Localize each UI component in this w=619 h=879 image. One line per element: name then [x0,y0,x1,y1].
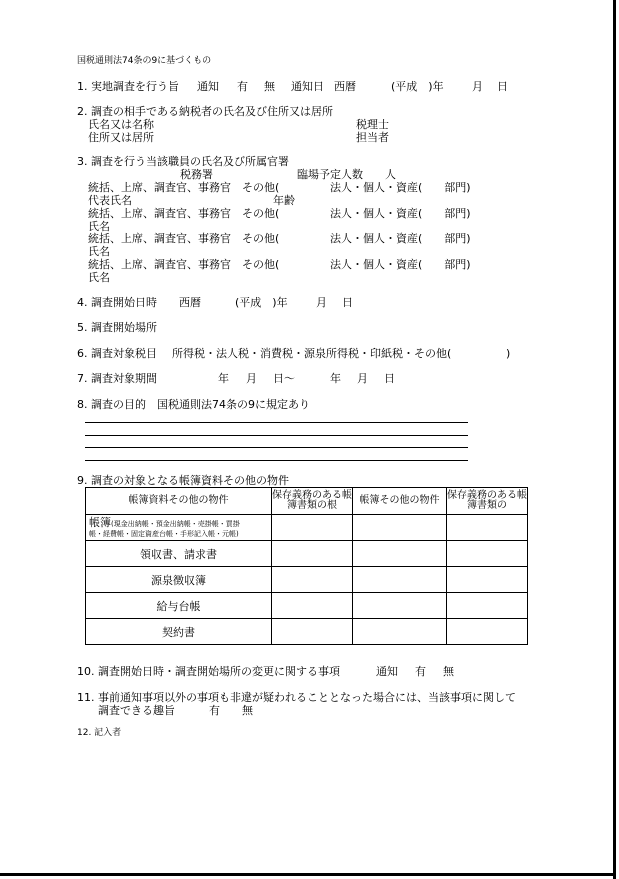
section-3-age: 年齢 [273,194,295,207]
table-cell[interactable] [272,515,353,541]
writing-line [85,447,468,448]
column-header: 保存義務のある帳簿書類の根 [272,488,353,515]
section-3-staff-name: 氏名 [88,245,110,258]
section-7-year: 年 [218,372,229,385]
ledger-note: (現金出納帳・預金出納帳・売掛帳・買掛 [111,519,240,528]
section-11-label: 11. 事前通知事項以外の事項も非違が疑われることとなった場合には、当該事項に関して [77,691,516,704]
section-3-category: 法人・個人・資産( 部門) [330,232,471,245]
row-label: 源泉徴収簿 [86,567,272,593]
section-2-name: 氏名又は名称 [88,118,154,131]
table-header-row [86,488,528,515]
section-3-rank: 統括、上席、調査官、事務官 その他( [88,181,280,194]
section-2-address: 住所又は居所 [88,131,154,144]
table-cell[interactable] [447,593,528,619]
table-row [86,567,528,593]
section-8-label: 8. 調査の目的 [77,398,146,411]
section-1-yes: 有 [237,80,248,93]
section-3-planned: 臨場予定人数 人 [297,168,396,181]
section-1-day: 日 [497,80,508,93]
section-7-month2: 月 [357,372,368,385]
table-cell[interactable] [272,593,353,619]
section-10-yes: 有 [415,665,426,678]
section-1-label: 1. 実地調査を行う旨 [77,80,179,93]
section-4-label: 4. 調査開始日時 [77,296,157,309]
table-cell[interactable] [353,593,447,619]
section-6-close: ) [506,347,511,360]
section-4-heisei: (平成 )年 [235,296,288,309]
table-row [86,593,528,619]
section-7-day2: 日 [384,372,395,385]
ledger-table [85,487,528,645]
section-11-label2: 調査できる趣旨 [98,704,175,717]
table-cell[interactable] [353,515,447,541]
table-cell[interactable] [272,619,353,645]
column-header: 帳簿資料その他の物件 [86,488,272,515]
section-3-rep: 代表氏名 [88,194,132,207]
row-label: 給与台帳 [86,593,272,619]
section-1-month: 月 [472,80,483,93]
table-cell[interactable] [353,541,447,567]
writing-line [85,435,468,436]
column-header: 保存義務のある帳簿書類の [447,488,528,515]
section-4-day: 日 [342,296,353,309]
section-10-notice: 通知 [376,665,398,678]
section-6-taxes: 所得税・法人税・消費税・源泉所得税・印紙税・その他( [172,347,452,360]
section-8-text: 国税通則法74条の9に規定あり [157,398,310,411]
section-11-yes: 有 [209,704,220,717]
table-cell[interactable] [272,541,353,567]
section-1-date-label: 通知日 [291,80,324,93]
section-7-month: 月 [246,372,257,385]
section-3-category: 法人・個人・資産( 部門) [330,207,471,220]
section-5-label: 5. 調査開始場所 [77,321,157,334]
section-2-tax-accountant: 税理士 [356,118,389,131]
section-7-label: 7. 調査対象期間 [77,372,157,385]
table-cell[interactable] [447,619,528,645]
table-cell[interactable] [272,567,353,593]
writing-line [85,422,468,423]
column-header: 帳簿その他の物件 [353,488,447,515]
section-1-no: 無 [264,80,275,93]
section-3-category: 法人・個人・資産( 部門) [330,181,471,194]
section-2-label: 2. 調査の相手である納税者の氏名及び住所又は居所 [77,105,333,118]
section-1-era: 西暦 [334,80,356,93]
table-cell[interactable] [447,567,528,593]
section-3-staff-name: 氏名 [88,271,110,284]
table-cell[interactable] [447,515,528,541]
table-cell[interactable] [353,567,447,593]
section-1-heisei: (平成 )年 [391,80,444,93]
section-3-category: 法人・個人・資産( 部門) [330,258,471,271]
table-row [86,541,528,567]
row-label: 領収書、請求書 [86,541,272,567]
section-3-office: 税務署 [180,168,213,181]
table-row [86,619,528,645]
section-6-label: 6. 調査対象税目 [77,347,157,360]
section-11-no: 無 [242,704,253,717]
section-4-month: 月 [316,296,327,309]
writing-line [85,460,468,461]
table-cell[interactable] [447,541,528,567]
table-row [86,515,528,541]
section-3-staff-name: 氏名 [88,220,110,233]
row-label: 契約書 [86,619,272,645]
page-bottom-border [0,873,616,876]
section-1-notice: 通知 [197,80,219,93]
ledger-title: 帳簿 [89,515,111,529]
section-10-label: 10. 調査開始日時・調査開始場所の変更に関する事項 [77,665,340,678]
section-3-rank: 統括、上席、調査官、事務官 その他( [88,232,280,245]
section-3-rank: 統括、上席、調査官、事務官 その他( [88,258,280,271]
section-9-label: 9. 調査の対象となる帳簿資料その他の物件 [77,474,289,487]
ledger-cell [86,515,272,541]
section-4-era: 西暦 [179,296,201,309]
document-header: 国税通則法74条の9に基づくもの [77,56,212,66]
page-right-border [613,0,616,879]
section-7-day-from: 日〜 [273,372,295,385]
section-2-person-in-charge: 担当者 [356,131,389,144]
table-cell[interactable] [353,619,447,645]
section-7-year2: 年 [330,372,341,385]
section-12-label: 12. 記入者 [77,728,122,738]
section-3-rank: 統括、上席、調査官、事務官 その他( [88,207,280,220]
section-3-label: 3. 調査を行う当該職員の氏名及び所属官署 [77,155,289,168]
section-10-no: 無 [443,665,454,678]
ledger-note: 帳・経費帳・固定資産台帳・手形記入帳・元帳) [89,529,239,538]
